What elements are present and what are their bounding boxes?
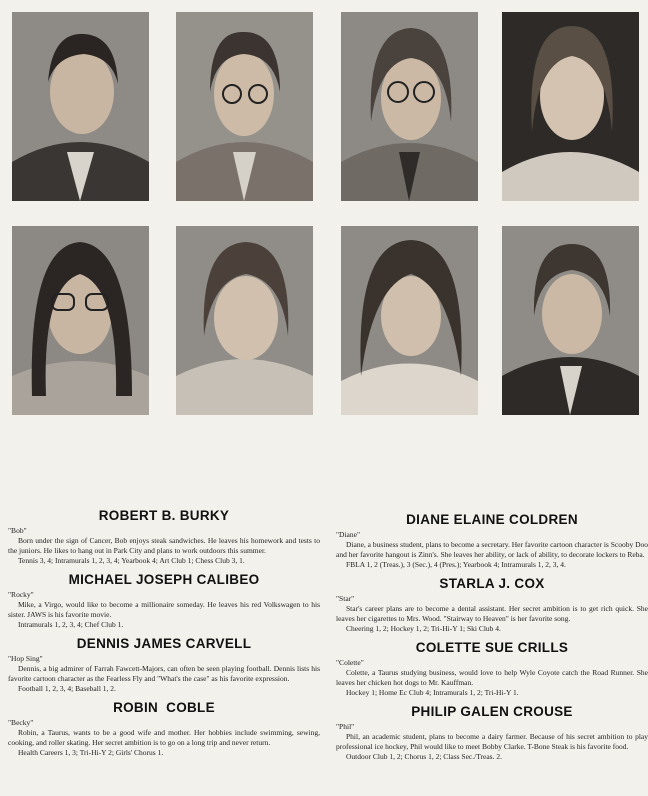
- student-nickname: "Hop Sing": [8, 654, 43, 663]
- senior-entry: [8, 636, 320, 694]
- student-activities: Tennis 3, 4; Intramurals 1, 2, 3, 4; Yearbook 4; Art Club 1; Chess Club 3, 1.: [18, 556, 245, 565]
- student-name: STARLA J. COX: [439, 576, 545, 591]
- portrait-photo: [502, 12, 639, 201]
- student-activities: Intramurals 1, 2, 3, 4; Chef Club 1.: [18, 620, 124, 629]
- senior-entry: [8, 700, 320, 758]
- portrait-photo: [12, 226, 149, 415]
- student-bio: Colette, a Taurus studying business, would love to help Wyle Coyote catch the Road Runner. She leaves her chicken hot dogs to Mr. Kauffman.: [336, 668, 648, 687]
- portrait-photo: [341, 12, 478, 201]
- portrait-photo: [341, 226, 478, 415]
- senior-entry: [8, 572, 320, 630]
- student-name: ROBIN COBLE: [113, 700, 215, 715]
- student-bio: Dennis, a big admirer of Farrah Fawcett-Majors, can often be seen playing football. Dennis lists his favorite cartoon character as the Fearless Fly and "What's the case" as his favorite expression.: [8, 664, 320, 683]
- student-nickname: "Becky": [8, 718, 34, 727]
- student-nickname: "Phil": [336, 722, 355, 731]
- student-activities: Football 1, 2, 3, 4; Baseball 1, 2.: [18, 684, 116, 693]
- student-nickname: "Star": [336, 594, 355, 603]
- student-bio: Phil, an academic student, plans to become a dairy farmer. Because of his secret ambition to play professional ice hockey, Phil would like to meet Bobby Clarke. T-Bone Steak is his favorite food.: [336, 732, 648, 751]
- student-name: ROBERT B. BURKY: [98, 508, 230, 523]
- student-name: COLETTE SUE CRILLS: [415, 640, 569, 655]
- student-nickname: "Rocky": [8, 590, 34, 599]
- student-bio: Mike, a Virgo, would like to become a millionaire someday. He leaves his red Volkswagen to his sister. JAWS is his favorite movie.: [8, 600, 320, 619]
- student-nickname: "Bob": [8, 526, 27, 535]
- student-name: PHILIP GALEN CROUSE: [411, 704, 573, 719]
- student-bio: Star's career plans are to become a dental assistant. Her secret ambition is to get rich quick. She leaves her cigarettes to Mrs. Wood. "Stairway to Heaven" is her favorite song.: [336, 604, 648, 623]
- student-activities: FBLA 1, 2 (Treas.), 3 (Sec.), 4 (Pres.); Yearbook 4; Intramurals 1, 2, 3, 4.: [346, 560, 566, 569]
- senior-entry: [336, 640, 648, 698]
- senior-entry: [8, 508, 320, 566]
- senior-entry: [336, 576, 648, 634]
- student-bio: Born under the sign of Cancer, Bob enjoys steak sandwiches. He leaves his homework and tests to the juniors. He likes to hang out in Park City and plans to work outdoors this summer.: [8, 536, 320, 555]
- portrait-photo: [12, 12, 149, 201]
- biography-column-left: [8, 508, 320, 764]
- portrait-photo: [502, 226, 639, 415]
- student-activities: Cheering 1, 2; Hockey 1, 2; Tri-Hi-Y 1; Ski Club 4.: [346, 624, 501, 633]
- biography-column-right: [336, 512, 648, 768]
- student-activities: Hockey 1; Home Ec Club 4; Intramurals 1, 2; Tri-Hi-Y 1.: [346, 688, 519, 697]
- student-activities: Outdoor Club 1, 2; Chorus 1, 2; Class Sec./Treas. 2.: [346, 752, 502, 761]
- senior-entry: [336, 704, 648, 762]
- student-activities: Health Careers 1, 3; Tri-Hi-Y 2; Girls' Chorus 1.: [18, 748, 164, 757]
- portrait-photo: [176, 12, 313, 201]
- student-name: DENNIS JAMES CARVELL: [76, 636, 252, 651]
- senior-entry: [336, 512, 648, 570]
- student-name: DIANE ELAINE COLDREN: [406, 512, 578, 527]
- student-name: MICHAEL JOSEPH CALIBEO: [68, 572, 260, 587]
- student-nickname: "Diane": [336, 530, 361, 539]
- student-bio: Robin, a Taurus, wants to be a good wife and mother. Her hobbies include swimming, sewing, cooking, and roller skating. Her secret ambition is to go on a long trip and never return.: [8, 728, 320, 747]
- student-bio: Diane, a business student, plans to become a secretary. Her favorite cartoon character is Scooby Doo and her favorite hangout is Zinn's. She leaves her ability, or lack of ability, to decorate lockers to Reba.: [336, 540, 648, 559]
- portrait-photo: [176, 226, 313, 415]
- student-nickname: "Colette": [336, 658, 364, 667]
